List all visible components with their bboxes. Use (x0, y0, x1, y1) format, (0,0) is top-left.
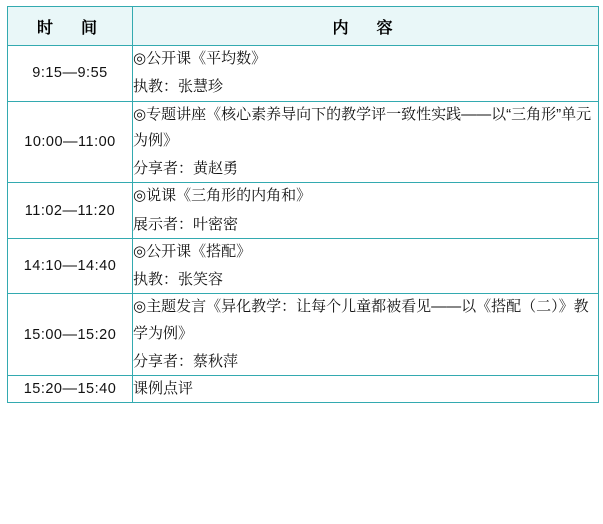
content-line: 执教：张慧珍 (133, 78, 224, 96)
row-content (133, 46, 599, 102)
table-row (8, 238, 599, 294)
table-header-row (8, 7, 599, 46)
content-line: 课例点评 (133, 380, 194, 397)
row-time: 9:15—9:55 (8, 46, 133, 102)
row-content (133, 376, 599, 403)
row-time: 11:02—11:20 (8, 183, 133, 239)
row-content (133, 183, 599, 239)
column-header-content: 内 容 (133, 7, 599, 46)
table-row (8, 183, 599, 239)
row-time: 10:00—11:00 (8, 101, 133, 183)
row-content (133, 294, 599, 376)
table-row (8, 46, 599, 102)
row-time: 15:00—15:20 (8, 294, 133, 376)
row-content (133, 238, 599, 294)
content-line: 分享者：黄赵勇 (133, 160, 239, 177)
table-header (8, 7, 599, 46)
content-line: ◎公开课《平均数》 (133, 50, 267, 67)
content-line: ◎公开课《搭配》 (133, 242, 252, 260)
content-line: ◎说课《三角形的内角和》 (133, 187, 312, 205)
row-time: 14:10—14:40 (8, 238, 133, 294)
content-line: 展示者：叶密密 (133, 215, 239, 233)
content-line: ◎主题发言《异化教学：让每个儿童都被看见——以《搭配（二）》教学为例》 (133, 298, 589, 342)
content-line: 分享者：蔡秋萍 (133, 352, 239, 370)
column-header-time: 时 间 (8, 7, 133, 46)
row-time: 15:20—15:40 (8, 376, 133, 403)
table-row (8, 294, 599, 376)
schedule-table (7, 6, 599, 403)
content-line: ◎专题讲座《核心素养导向下的教学评一致性实践——以“三角形”单元为例》 (133, 105, 592, 149)
row-content (133, 101, 599, 183)
table-row (8, 101, 599, 183)
content-line: 执教：张笑容 (133, 271, 224, 288)
table-body (8, 46, 599, 403)
table-row (8, 376, 599, 403)
schedule-document (0, 6, 603, 524)
